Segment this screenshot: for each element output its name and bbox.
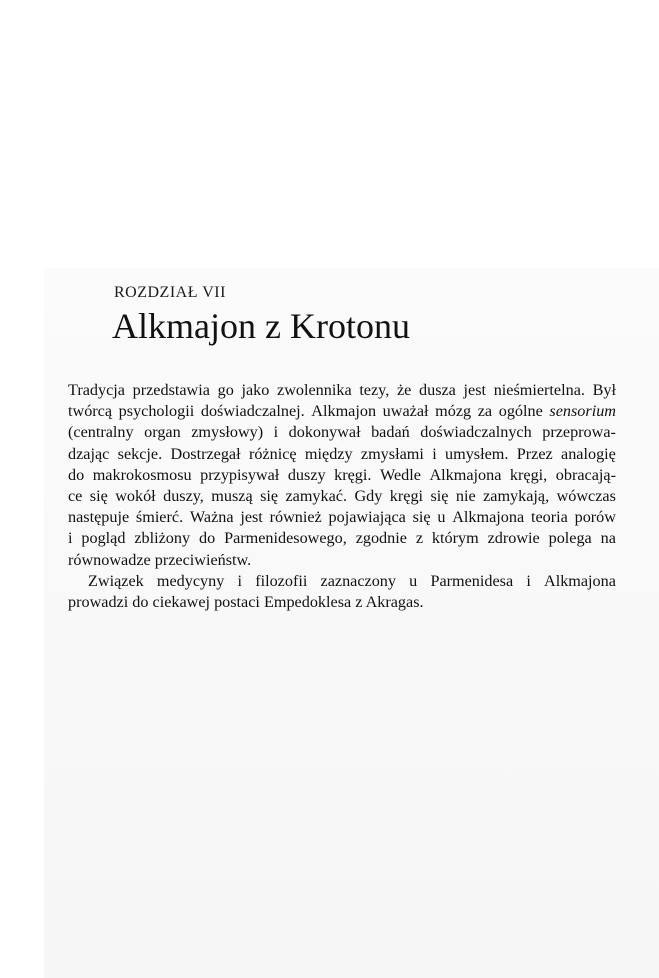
word: Gdy (354, 486, 383, 505)
word: Tradycja (68, 381, 125, 399)
word: jest (463, 381, 487, 399)
word: psychologii (118, 402, 195, 421)
word: wówczas (556, 486, 616, 505)
text-line-content: prowadzi do ciekawej postaci Empedoklesa z Akragas. (68, 592, 424, 611)
word: wokół (115, 486, 156, 505)
word: filozofii (255, 571, 308, 590)
word: i (237, 571, 243, 590)
word: zbliżony (134, 529, 191, 548)
word: nieśmiertelna. (493, 381, 585, 399)
word: śmierć. (135, 508, 184, 527)
word: umysłem. (445, 444, 509, 463)
word: nie (455, 486, 476, 505)
word: ce (68, 486, 83, 505)
word: do (68, 465, 85, 484)
word: badań (371, 423, 410, 442)
word: twórcą (68, 402, 113, 421)
text-line (68, 571, 616, 592)
word: jako (241, 381, 270, 399)
text-line (68, 401, 616, 422)
text-line (68, 486, 616, 507)
word: Parmenidesa (430, 571, 514, 590)
word: go (217, 381, 234, 399)
word: również (269, 508, 322, 527)
word: ogólne (498, 402, 543, 421)
text-line (68, 444, 616, 465)
word: u (437, 508, 446, 527)
text-line-content: równowadze przeciwieństw. (68, 550, 252, 569)
word: zamykać. (285, 486, 348, 505)
word: do (198, 529, 216, 548)
word: się (89, 486, 108, 505)
word: dzając (68, 444, 110, 463)
word: porów (574, 508, 616, 527)
word: i (526, 571, 531, 590)
word: pojawiająca (328, 508, 406, 527)
word: się (430, 486, 449, 505)
word: duszy, (163, 486, 204, 505)
word: jest (240, 508, 263, 527)
word: Alkmajona (544, 571, 616, 590)
word: tezy, (359, 381, 390, 399)
word: z (415, 529, 424, 548)
word: dokonywał (288, 423, 361, 442)
word: Wedle (379, 465, 421, 484)
word: Przez (516, 444, 553, 463)
word: teoria (530, 508, 568, 527)
word: dusza (419, 381, 456, 399)
word: Parmenidesowego, (224, 529, 347, 548)
word: Związek (88, 571, 144, 590)
word: i (68, 529, 73, 548)
word: medycyny (156, 571, 225, 590)
word: kręgi (389, 486, 424, 505)
text-line (68, 528, 616, 549)
word: Alkmajona (452, 508, 525, 527)
word: którym (431, 529, 479, 548)
word: polega (548, 529, 592, 548)
word: organ (144, 423, 181, 442)
word: za (477, 402, 493, 421)
word: doświadczalnych (420, 423, 532, 442)
page-scan-area (44, 268, 659, 978)
word: (centralny (68, 423, 134, 442)
word: przedstawia (132, 381, 210, 399)
word: przypisywał (200, 465, 280, 484)
word: duszy (287, 465, 326, 484)
body-text (68, 380, 616, 613)
word: różnicę (248, 444, 297, 463)
word: zaznaczony (320, 571, 396, 590)
text-line (68, 422, 616, 443)
word: przeprowa- (542, 423, 616, 442)
word: muszą (211, 486, 253, 505)
text-line (68, 592, 616, 613)
word: analogię (561, 444, 616, 463)
word: pogląd (81, 529, 126, 548)
word: u (409, 571, 418, 590)
text-line (68, 550, 616, 571)
word: mózg (435, 402, 472, 421)
chapter-label: ROZDZIAŁ VII (114, 284, 226, 301)
word: doświadczalnej. (200, 402, 305, 421)
word: że (396, 381, 412, 399)
word: na (600, 529, 616, 548)
word: zmysłowy) (191, 423, 264, 442)
word: i (432, 444, 437, 463)
emphasized-term: sensorium (549, 402, 616, 421)
text-line (68, 465, 616, 486)
word: makrokosmosu (92, 465, 192, 484)
word: Alkmajona (429, 465, 502, 484)
word: uważał (382, 402, 429, 421)
word: kręgi, (509, 465, 548, 484)
word: Alkmajon (311, 402, 377, 421)
word: się (260, 486, 279, 505)
word: zmysłami (360, 444, 424, 463)
word: zamykają, (483, 486, 550, 505)
word: kręgi. (334, 465, 372, 484)
chapter-title: Alkmajon z Krotonu (112, 306, 410, 346)
word: Ważna (189, 508, 234, 527)
word: między (304, 444, 353, 463)
word: zwolennika (277, 381, 352, 399)
text-line (68, 507, 616, 528)
word: następuje (68, 508, 130, 527)
word: i (273, 423, 279, 442)
word: zgodnie (355, 529, 407, 548)
word: zdrowie (487, 529, 540, 548)
word: Dostrzegał (170, 444, 241, 463)
text-line (68, 380, 616, 401)
word: sekcje. (117, 444, 163, 463)
word: Był (592, 381, 616, 399)
word: się (412, 508, 431, 527)
word: obracają- (555, 465, 616, 484)
